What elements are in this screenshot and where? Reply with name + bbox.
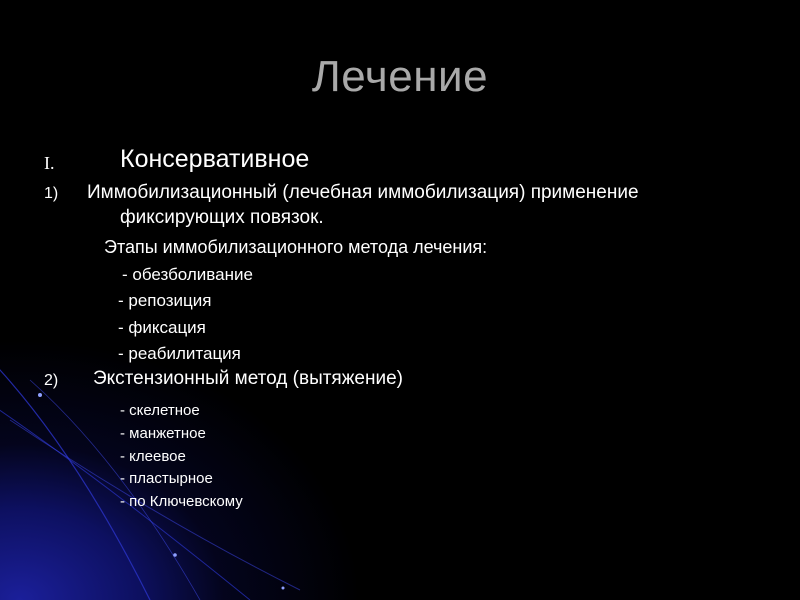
traction-type-item: - по Ключевскому (120, 493, 243, 510)
stage-item: - репозиция (118, 291, 212, 310)
traction-type-item: - клеевое (120, 448, 186, 465)
stage-item: - фиксация (118, 318, 206, 337)
section-heading: Консервативное (120, 145, 310, 173)
item-1-text-line-1: Иммобилизационный (лечебная иммобилизация) применение (87, 182, 639, 203)
item-2-text: Экстензионный метод (вытяжение) (93, 368, 404, 389)
item-2-marker: 2) (44, 372, 59, 389)
stage-item: - реабилитация (118, 344, 241, 363)
stages-heading: Этапы иммобилизационного метода лечения: (104, 237, 488, 257)
slide-title: Лечение (311, 52, 489, 101)
item-1-marker: 1) (44, 185, 59, 202)
stage-item: - обезболивание (122, 265, 253, 284)
traction-type-item: - пластырное (120, 470, 213, 487)
item-1-text-line-2: фиксирующих повязок. (120, 207, 324, 228)
traction-type-item: - манжетное (120, 425, 206, 442)
section-marker: I. (44, 153, 55, 173)
traction-type-item: - скелетное (120, 402, 200, 419)
